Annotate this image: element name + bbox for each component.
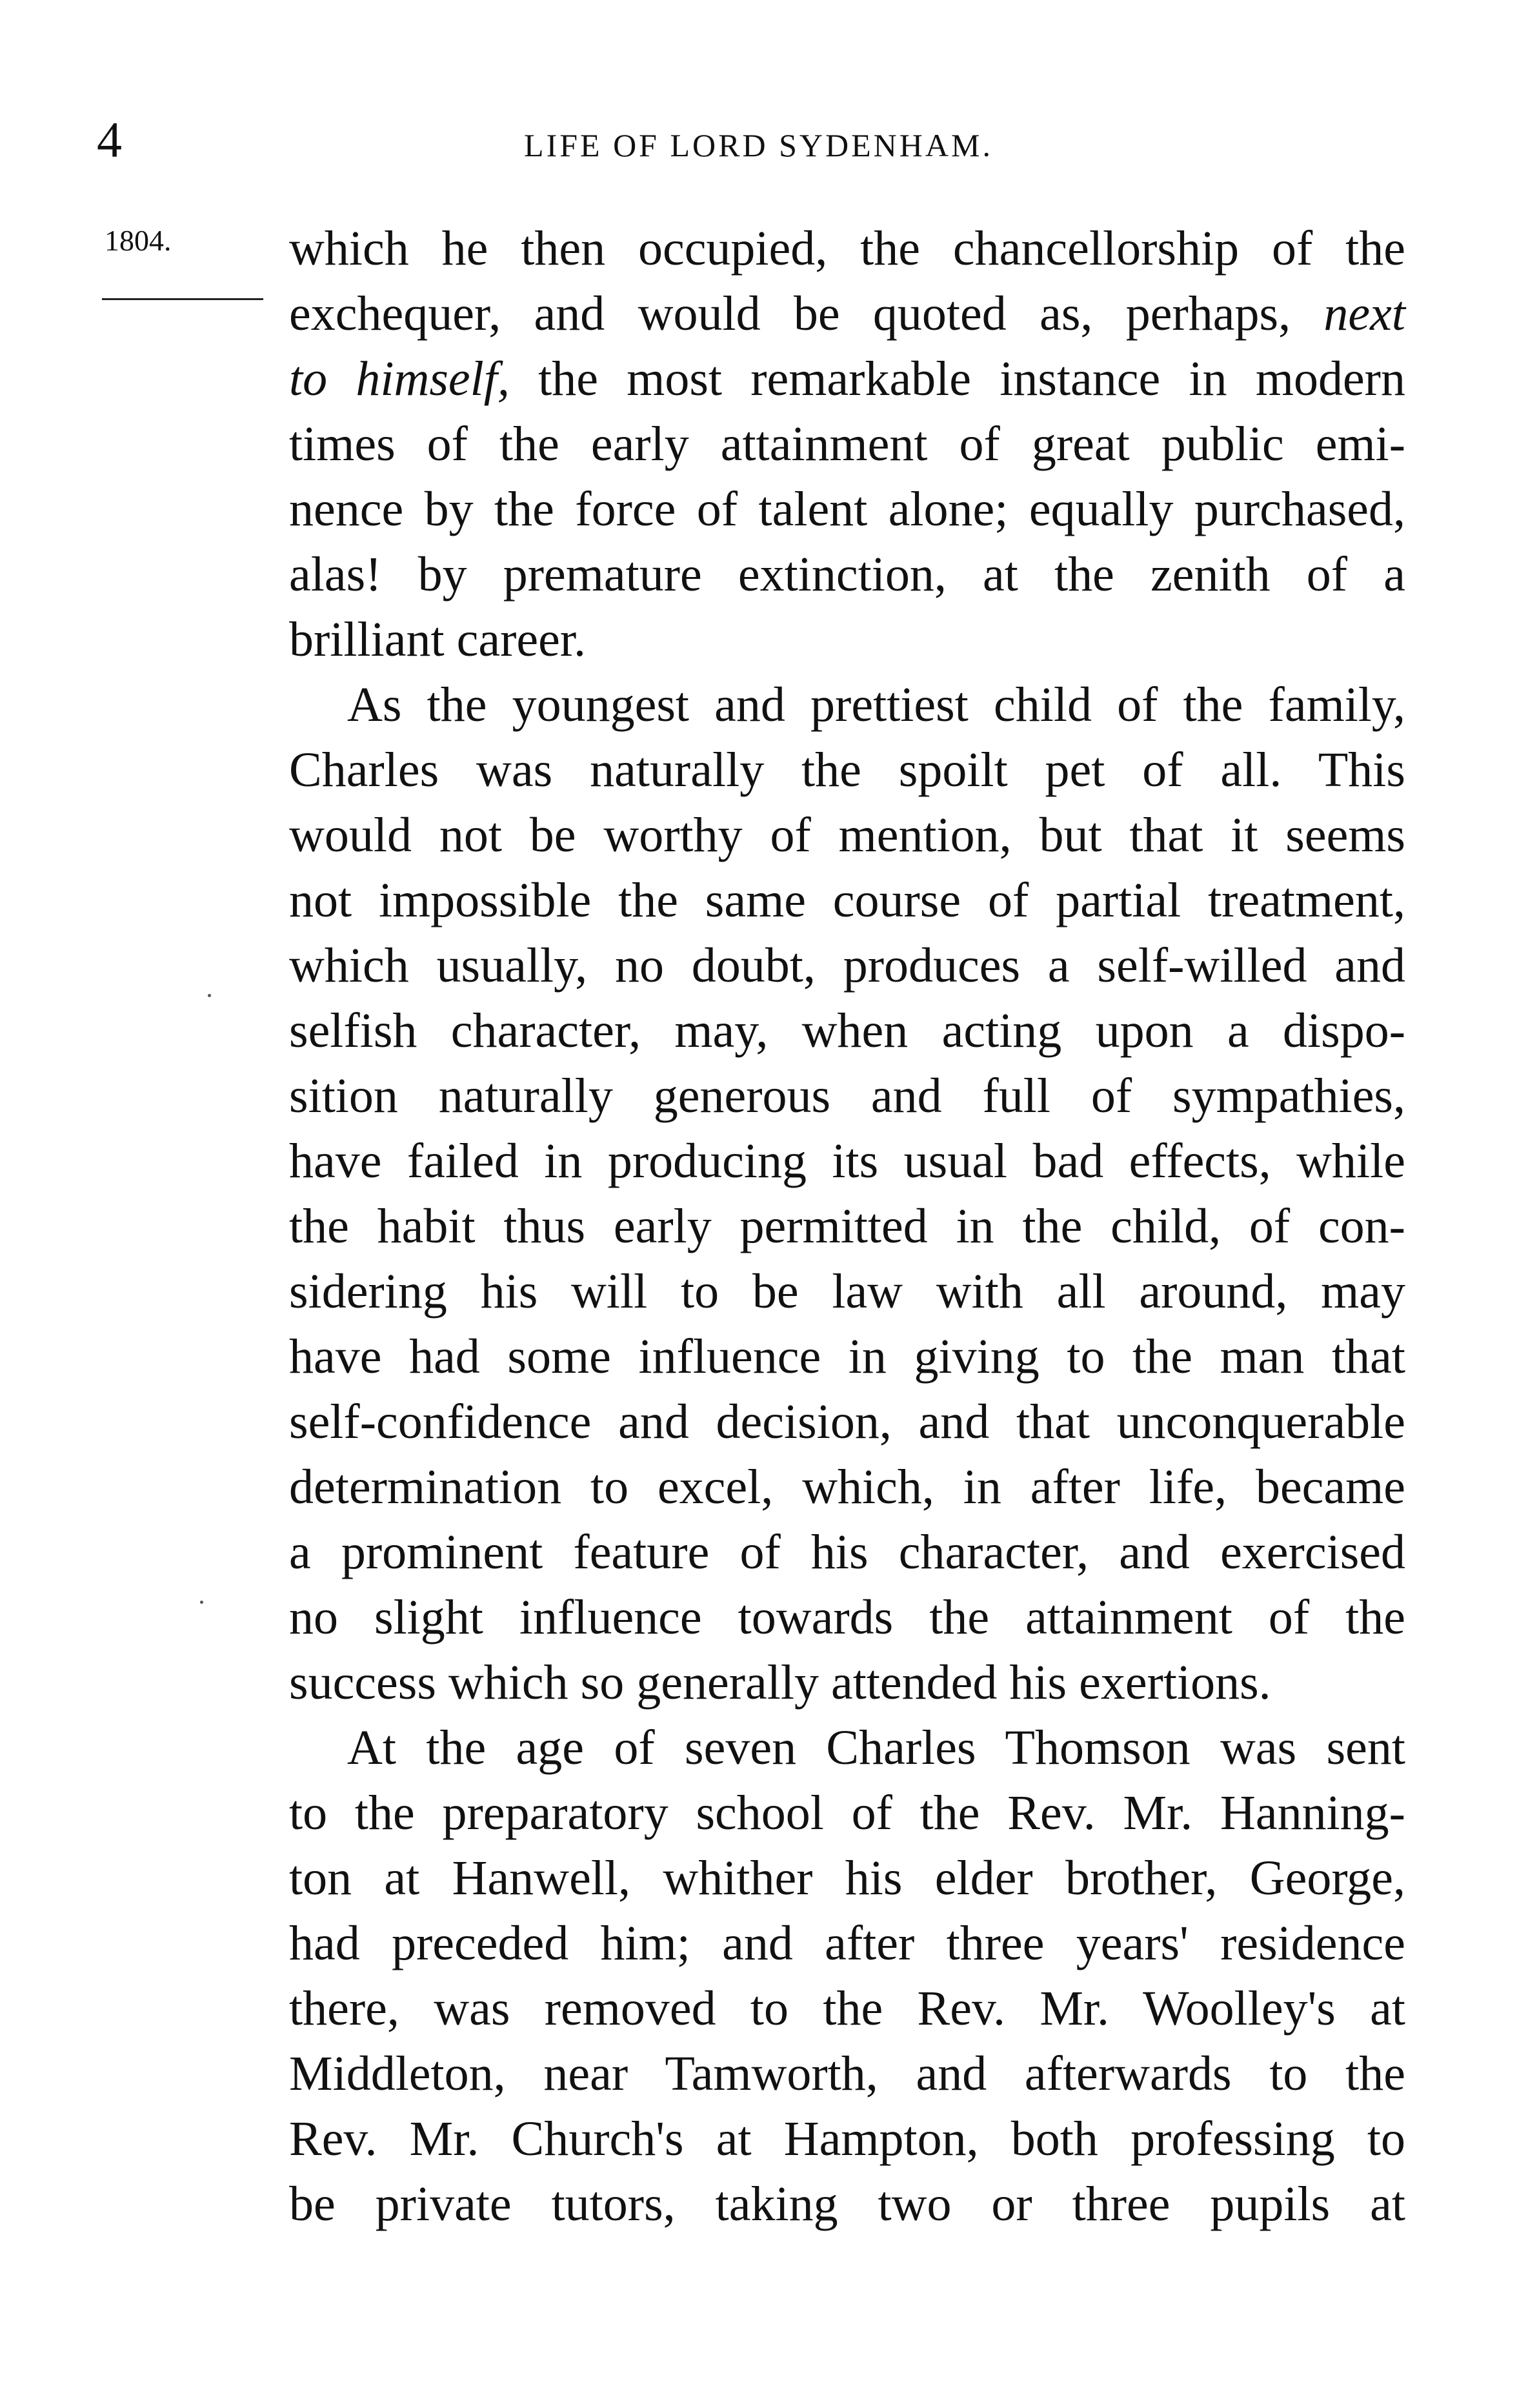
text-line	[289, 347, 1405, 412]
text-line: the habit thus early permitted in the child, of con-	[289, 1199, 1405, 1253]
text-line: a prominent feature of his character, and exercised	[289, 1525, 1405, 1579]
text-line: there, was removed to the Rev. Mr. Woolley's at	[289, 1981, 1405, 2036]
text-line: have failed in producing its usual bad effects, while	[289, 1134, 1405, 1188]
text-line: sition naturally generous and full of sympathies,	[289, 1069, 1405, 1123]
text-line: no slight influence towards the attainment of the	[289, 1590, 1405, 1644]
text-line: selfish character, may, when acting upon a dispo-	[289, 1004, 1405, 1058]
body-text	[289, 216, 1405, 2237]
text-line: to the preparatory school of the Rev. Mr. Hanning-	[289, 1786, 1405, 1840]
text-line: self-confidence and decision, and that unconquerable	[289, 1395, 1405, 1449]
text-line: which he then occupied, the chancellorship of the	[289, 221, 1405, 276]
text-line: Rev. Mr. Church's at Hampton, both professing to	[289, 2112, 1405, 2166]
text-line: determination to excel, which, in after life, became	[289, 1460, 1405, 1514]
text-line: Middleton, near Tamworth, and afterwards to the	[289, 2047, 1405, 2101]
text-line: which usually, no doubt, produces a self-willed and	[289, 938, 1405, 993]
text-line: not impossible the same course of partial treatment,	[289, 873, 1405, 927]
text-line-segment: to himself, the most remarkable instance in modern	[289, 352, 1405, 406]
text-line: success which so generally attended his exertions.	[289, 1655, 1271, 1710]
text-line: had preceded him; and after three years' residence	[289, 1916, 1405, 1970]
page-number: 4	[97, 112, 122, 168]
margin-speck	[208, 994, 211, 997]
margin-year: 1804.	[105, 224, 172, 257]
text-line: sidering his will to be law with all around, may	[289, 1264, 1405, 1319]
text-line: times of the early attainment of great public emi-	[289, 417, 1405, 471]
text-line: would not be worthy of mention, but that it seems	[289, 808, 1405, 862]
text-line	[289, 281, 1405, 347]
text-line-segment: exchequer, and would be quoted as, perhaps, next	[289, 287, 1405, 341]
margin-rule	[102, 298, 263, 300]
text-line: be private tutors, taking two or three pupils at	[289, 2177, 1405, 2231]
text-line: As the youngest and prettiest child of the family,	[347, 678, 1405, 732]
text-line: ton at Hanwell, whither his elder brother, George,	[289, 1851, 1405, 1905]
text-line: have had some influence in giving to the man that	[289, 1330, 1405, 1384]
text-line: nence by the force of talent alone; equally purchased,	[289, 482, 1405, 536]
margin-speck	[200, 1601, 203, 1604]
text-line: brilliant career.	[289, 612, 586, 667]
text-line: Charles was naturally the spoilt pet of all. This	[289, 743, 1405, 797]
text-line: alas! by premature extinction, at the zenith of a	[289, 547, 1405, 602]
text-line: At the age of seven Charles Thomson was sent	[347, 1721, 1405, 1775]
running-head: LIFE OF LORD SYDENHAM.	[524, 127, 993, 163]
